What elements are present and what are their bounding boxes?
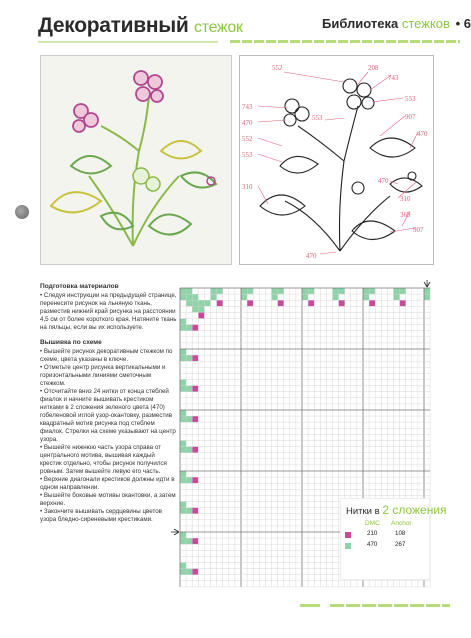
- title-underline: [38, 41, 218, 43]
- stitch-cell: [192, 569, 198, 575]
- stitch-cell: [272, 288, 278, 294]
- stitch-cell: [363, 288, 369, 294]
- stitch-cell: [186, 355, 192, 361]
- legend-dmc-value: 210: [367, 530, 378, 537]
- stitch-cell: [400, 288, 406, 294]
- stitch-cell: [198, 306, 204, 312]
- legend-swatch-purple: [345, 532, 351, 538]
- stitch-cell: [180, 502, 186, 508]
- instruction-item: • Отсчитайте вниз 24 нитки от конца стеблей фиалок и начните вышивать крестиком нитками в 2 сложения зеленого цвета (470) гобеленовой иглой узор-окантовку, разместив квадратный мотив рисунка под стеблем фиалок. Стрелки на схеме указывают на центр узора.: [40, 388, 176, 443]
- scheme-label-right: 310: [400, 195, 411, 203]
- stitch-cell: [180, 386, 186, 392]
- stitch-cell: [363, 294, 369, 300]
- stitch-cell: [180, 447, 186, 453]
- instruction-item: • Верхние диагонали крестиков должны идти в одном направлении.: [40, 476, 175, 491]
- stitch-cell: [333, 294, 339, 300]
- stitch-cell: [241, 294, 247, 300]
- stitch-cell: [192, 386, 198, 392]
- stitch-cell: [192, 306, 198, 312]
- scheme-label-left: 743: [242, 103, 253, 111]
- stitch-cell: [339, 288, 345, 294]
- stitch-cell: [241, 288, 247, 294]
- instruction-item: • Вышейте нижнюю часть узора справа от центрального мотива, вышивая каждый крестик отдельно, чтобы рисунок получился ровным. Затем вышейте левую его часть.: [40, 444, 167, 475]
- scheme-label-right: 470: [417, 130, 428, 138]
- stitch-cell: [278, 288, 284, 294]
- legend-anchor-value: 267: [395, 541, 406, 548]
- stitch-cell: [192, 300, 198, 306]
- stitch-cell: [247, 288, 253, 294]
- color-scheme-diagram: [239, 55, 434, 265]
- scheme-label-left: 552: [242, 135, 253, 143]
- stitch-cell: [180, 288, 186, 294]
- prep-heading: Подготовка материалов: [40, 283, 119, 290]
- title-main-text: Декоративный: [38, 14, 189, 37]
- stitch-cell: [186, 416, 192, 422]
- legend-row: [341, 541, 431, 551]
- stitch-cell: [400, 300, 406, 306]
- scheme-label-right: 907: [405, 113, 416, 121]
- stitch-cell: [180, 532, 186, 538]
- stitch-cell: [369, 288, 375, 294]
- stitch-cell: [192, 294, 198, 300]
- section-text: Библиотека: [322, 16, 399, 31]
- stitch-cell: [192, 477, 198, 483]
- legend-dmc-value: 470: [367, 541, 378, 548]
- stitch-cell: [394, 288, 400, 294]
- stitch-cell: [186, 294, 192, 300]
- stitch-cell: [180, 380, 186, 386]
- stitch-cell: [180, 349, 186, 355]
- stitch-cell: [186, 538, 192, 544]
- stitch-cell: [247, 300, 253, 306]
- legend-col-anchor: Anchor: [391, 520, 412, 527]
- stitch-cell: [180, 477, 186, 483]
- stitch-cell: [180, 319, 186, 325]
- scheme-label-right: 369: [400, 211, 411, 219]
- title-accent-text: стежок: [194, 19, 243, 36]
- binder-hole: [15, 205, 29, 219]
- stitch-cell: [180, 441, 186, 447]
- page-number: • 6: [455, 16, 471, 31]
- scheme-label-top: 743: [388, 74, 399, 82]
- header-divider: [230, 40, 460, 43]
- stitch-cell: [198, 300, 204, 306]
- legend-col-dmc: DMC: [365, 520, 380, 527]
- stitch-cell: [180, 508, 186, 514]
- stitch-cell: [198, 312, 204, 318]
- footer-rule: [300, 604, 320, 607]
- stitch-cell: [186, 447, 192, 453]
- stitch-cell: [180, 471, 186, 477]
- page-title: [38, 14, 243, 38]
- scheme-label-right: 907: [413, 226, 424, 234]
- stitch-cell: [192, 447, 198, 453]
- stitch-cell: [211, 288, 217, 294]
- scheme-label-top: 208: [368, 64, 379, 72]
- legend-title-main: Нитки в: [346, 506, 383, 517]
- stitch-cell: [211, 294, 217, 300]
- stitch-cell: [369, 300, 375, 306]
- stitch-cell: [180, 416, 186, 422]
- stitch-cell: [186, 386, 192, 392]
- stitch-cell: [180, 569, 186, 575]
- stitch-cell: [186, 508, 192, 514]
- embroidery-photo: [40, 55, 232, 265]
- instructions-column: [40, 283, 178, 524]
- stitch-cell: [192, 355, 198, 361]
- thread-legend: [340, 498, 447, 580]
- scheme-label-top: 552: [272, 64, 283, 72]
- center-arrow-left: [171, 529, 179, 535]
- stitch-cell: [186, 300, 192, 306]
- scheme-label-right: 470: [378, 177, 389, 185]
- section-header: [322, 16, 471, 31]
- stitch-cell: [180, 325, 186, 331]
- legend-title: [346, 503, 447, 517]
- stitch-cell: [302, 288, 308, 294]
- instruction-item: • Закончите вышивать сердцевины цветов узора бледно-сиреневыми крестиками.: [40, 508, 162, 523]
- stitch-cell: [192, 538, 198, 544]
- stitch-cell: [217, 288, 223, 294]
- stitch-cell: [217, 300, 223, 306]
- stitch-cell: [186, 325, 192, 331]
- scheme-label-left: 553: [242, 151, 253, 159]
- legend-anchor-value: 108: [395, 530, 406, 537]
- stitch-cell: [180, 355, 186, 361]
- instruction-item: • Вышейте рисунок декоративным стежком по схеме, цвета указаны в ключе.: [40, 348, 173, 363]
- stitch-cell: [333, 288, 339, 294]
- scheme-labels: [240, 56, 433, 264]
- scheme-label-left: 470: [242, 119, 253, 127]
- embroidery-illustration: [41, 56, 231, 264]
- scheme-label-left: 310: [242, 183, 253, 191]
- stitch-cell: [180, 294, 186, 300]
- legend-title-accent: 2 сложения: [382, 503, 447, 517]
- instruction-item: • Вышейте боковые мотивы окантовки, а затем верхние.: [40, 492, 176, 507]
- footer-divider: [330, 604, 450, 607]
- scheme-label-right: 553: [405, 95, 416, 103]
- prep-paragraph: • Следуя инструкции на предыдущей странице, перенесите рисунок на льняную ткань, разместив нижний край рисунка на расстоянии 4,5 см от более короткого края. Натяните ткань на пяльцы, если вы их используете.: [40, 292, 177, 331]
- legend-row: [341, 530, 431, 540]
- stitch-cell: [180, 563, 186, 569]
- stitch-cell: [394, 294, 400, 300]
- stitch-cell: [424, 288, 430, 294]
- stitch-cell: [424, 294, 430, 300]
- stitch-cell: [186, 477, 192, 483]
- stitch-cell: [204, 300, 210, 306]
- stitch-cell: [308, 288, 314, 294]
- stitch-cell: [186, 288, 192, 294]
- embroider-heading: Вышивка по схеме: [40, 339, 102, 346]
- center-arrow-top: [424, 280, 430, 287]
- scheme-label-bottom: 470: [306, 252, 317, 260]
- scheme-label-center: 553: [312, 114, 323, 122]
- section-accent: стежков: [401, 16, 450, 31]
- stitch-cell: [180, 538, 186, 544]
- stitch-cell: [272, 294, 278, 300]
- stitch-cell: [186, 569, 192, 575]
- legend-swatch-green: [345, 543, 351, 549]
- stitch-cell: [192, 416, 198, 422]
- stitch-cell: [192, 325, 198, 331]
- stitch-cell: [180, 410, 186, 416]
- stitch-cell: [308, 300, 314, 306]
- stitch-cell: [302, 294, 308, 300]
- stitch-cell: [192, 508, 198, 514]
- stitch-cell: [339, 300, 345, 306]
- instruction-item: • Отметьте центр рисунка вертикальными и горизонтальными линиями сметочным стежком.: [40, 364, 166, 387]
- stitch-cell: [278, 300, 284, 306]
